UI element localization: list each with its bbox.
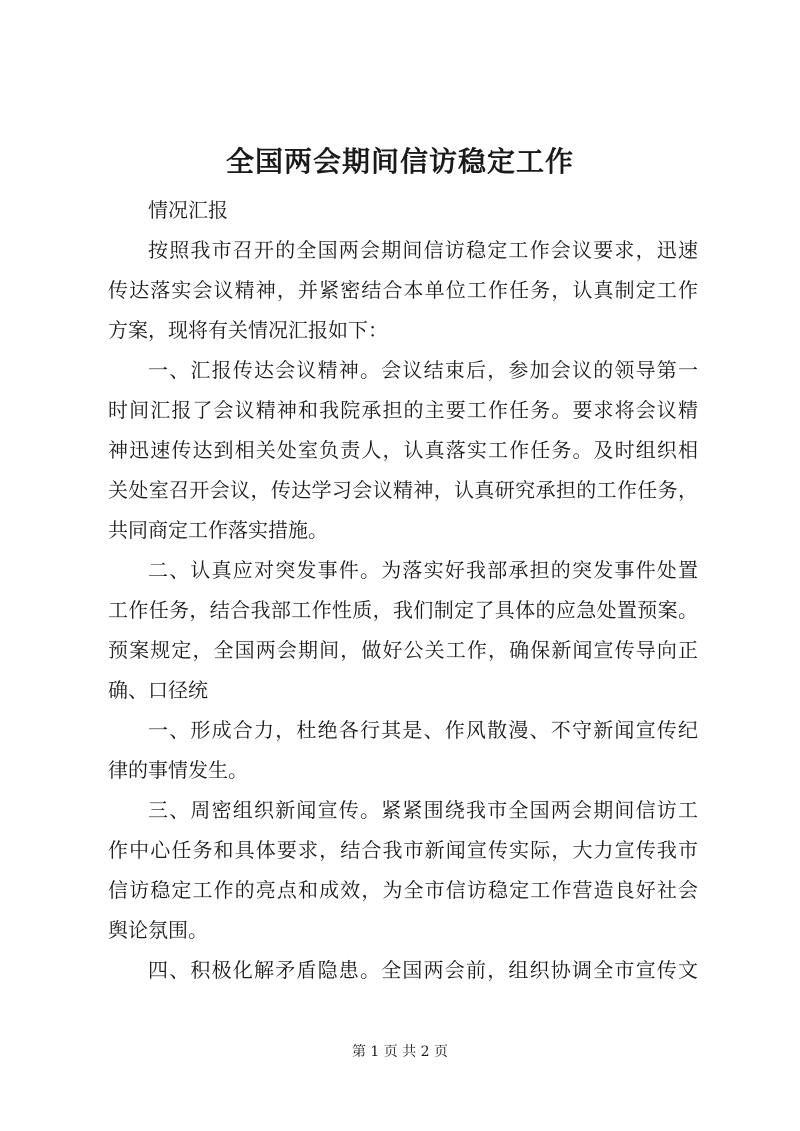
subtitle-line: 情况汇报 [148,198,228,222]
paragraph-line: 神迅速传达到相关处室负责人，认真落实工作任务。及时组织相 [108,438,698,462]
paragraph-line: 关处室召开会议，传达学习会议精神，认真研究承担的工作任务， [108,478,698,502]
paragraph-line: 三、周密组织新闻宣传。紧紧围绕我市全国两会期间信访工 [148,798,698,822]
paragraph-line: 预案规定，全国两会期间，做好公关工作，确保新闻宣传导向正 [108,638,698,662]
paragraph-line: 按照我市召开的全国两会期间信访稳定工作会议要求，迅速 [148,238,698,262]
paragraph-line: 时间汇报了会议精神和我院承担的主要工作任务。要求将会议精 [108,398,698,422]
paragraph-line: 二、认真应对突发事件。为落实好我部承担的突发事件处置 [148,558,698,582]
paragraph-line: 方案，现将有关情况汇报如下： [108,318,388,342]
paragraph-line: 传达落实会议精神，并紧密结合本单位工作任务，认真制定工作 [108,278,698,302]
document-title: 全国两会期间信访稳定工作 [225,145,574,178]
paragraph-line: 一、形成合力，杜绝各行其是、作风散漫、不守新闻宣传纪 [148,718,698,742]
paragraph-line: 工作任务，结合我部工作性质，我们制定了具体的应急处置预案。 [108,598,698,622]
paragraph-line: 确、口径统 [108,678,208,702]
page-number-footer: 第 1 页 共 2 页 [351,1044,449,1060]
paragraph-line: 信访稳定工作的亮点和成效，为全市信访稳定工作营造良好社会 [108,878,698,902]
paragraph-line: 律的事情发生。 [108,758,248,782]
paragraph-line: 四、积极化解矛盾隐患。全国两会前，组织协调全市宣传文 [148,958,698,982]
paragraph-line: 共同商定工作落实措施。 [108,518,328,542]
paragraph-line: 舆论氛围。 [108,918,208,942]
paragraph-line: 一、汇报传达会议精神。会议结束后，参加会议的领导第一 [148,358,698,382]
paragraph-line: 作中心任务和具体要求，结合我市新闻宣传实际，大力宣传我市 [108,838,698,862]
